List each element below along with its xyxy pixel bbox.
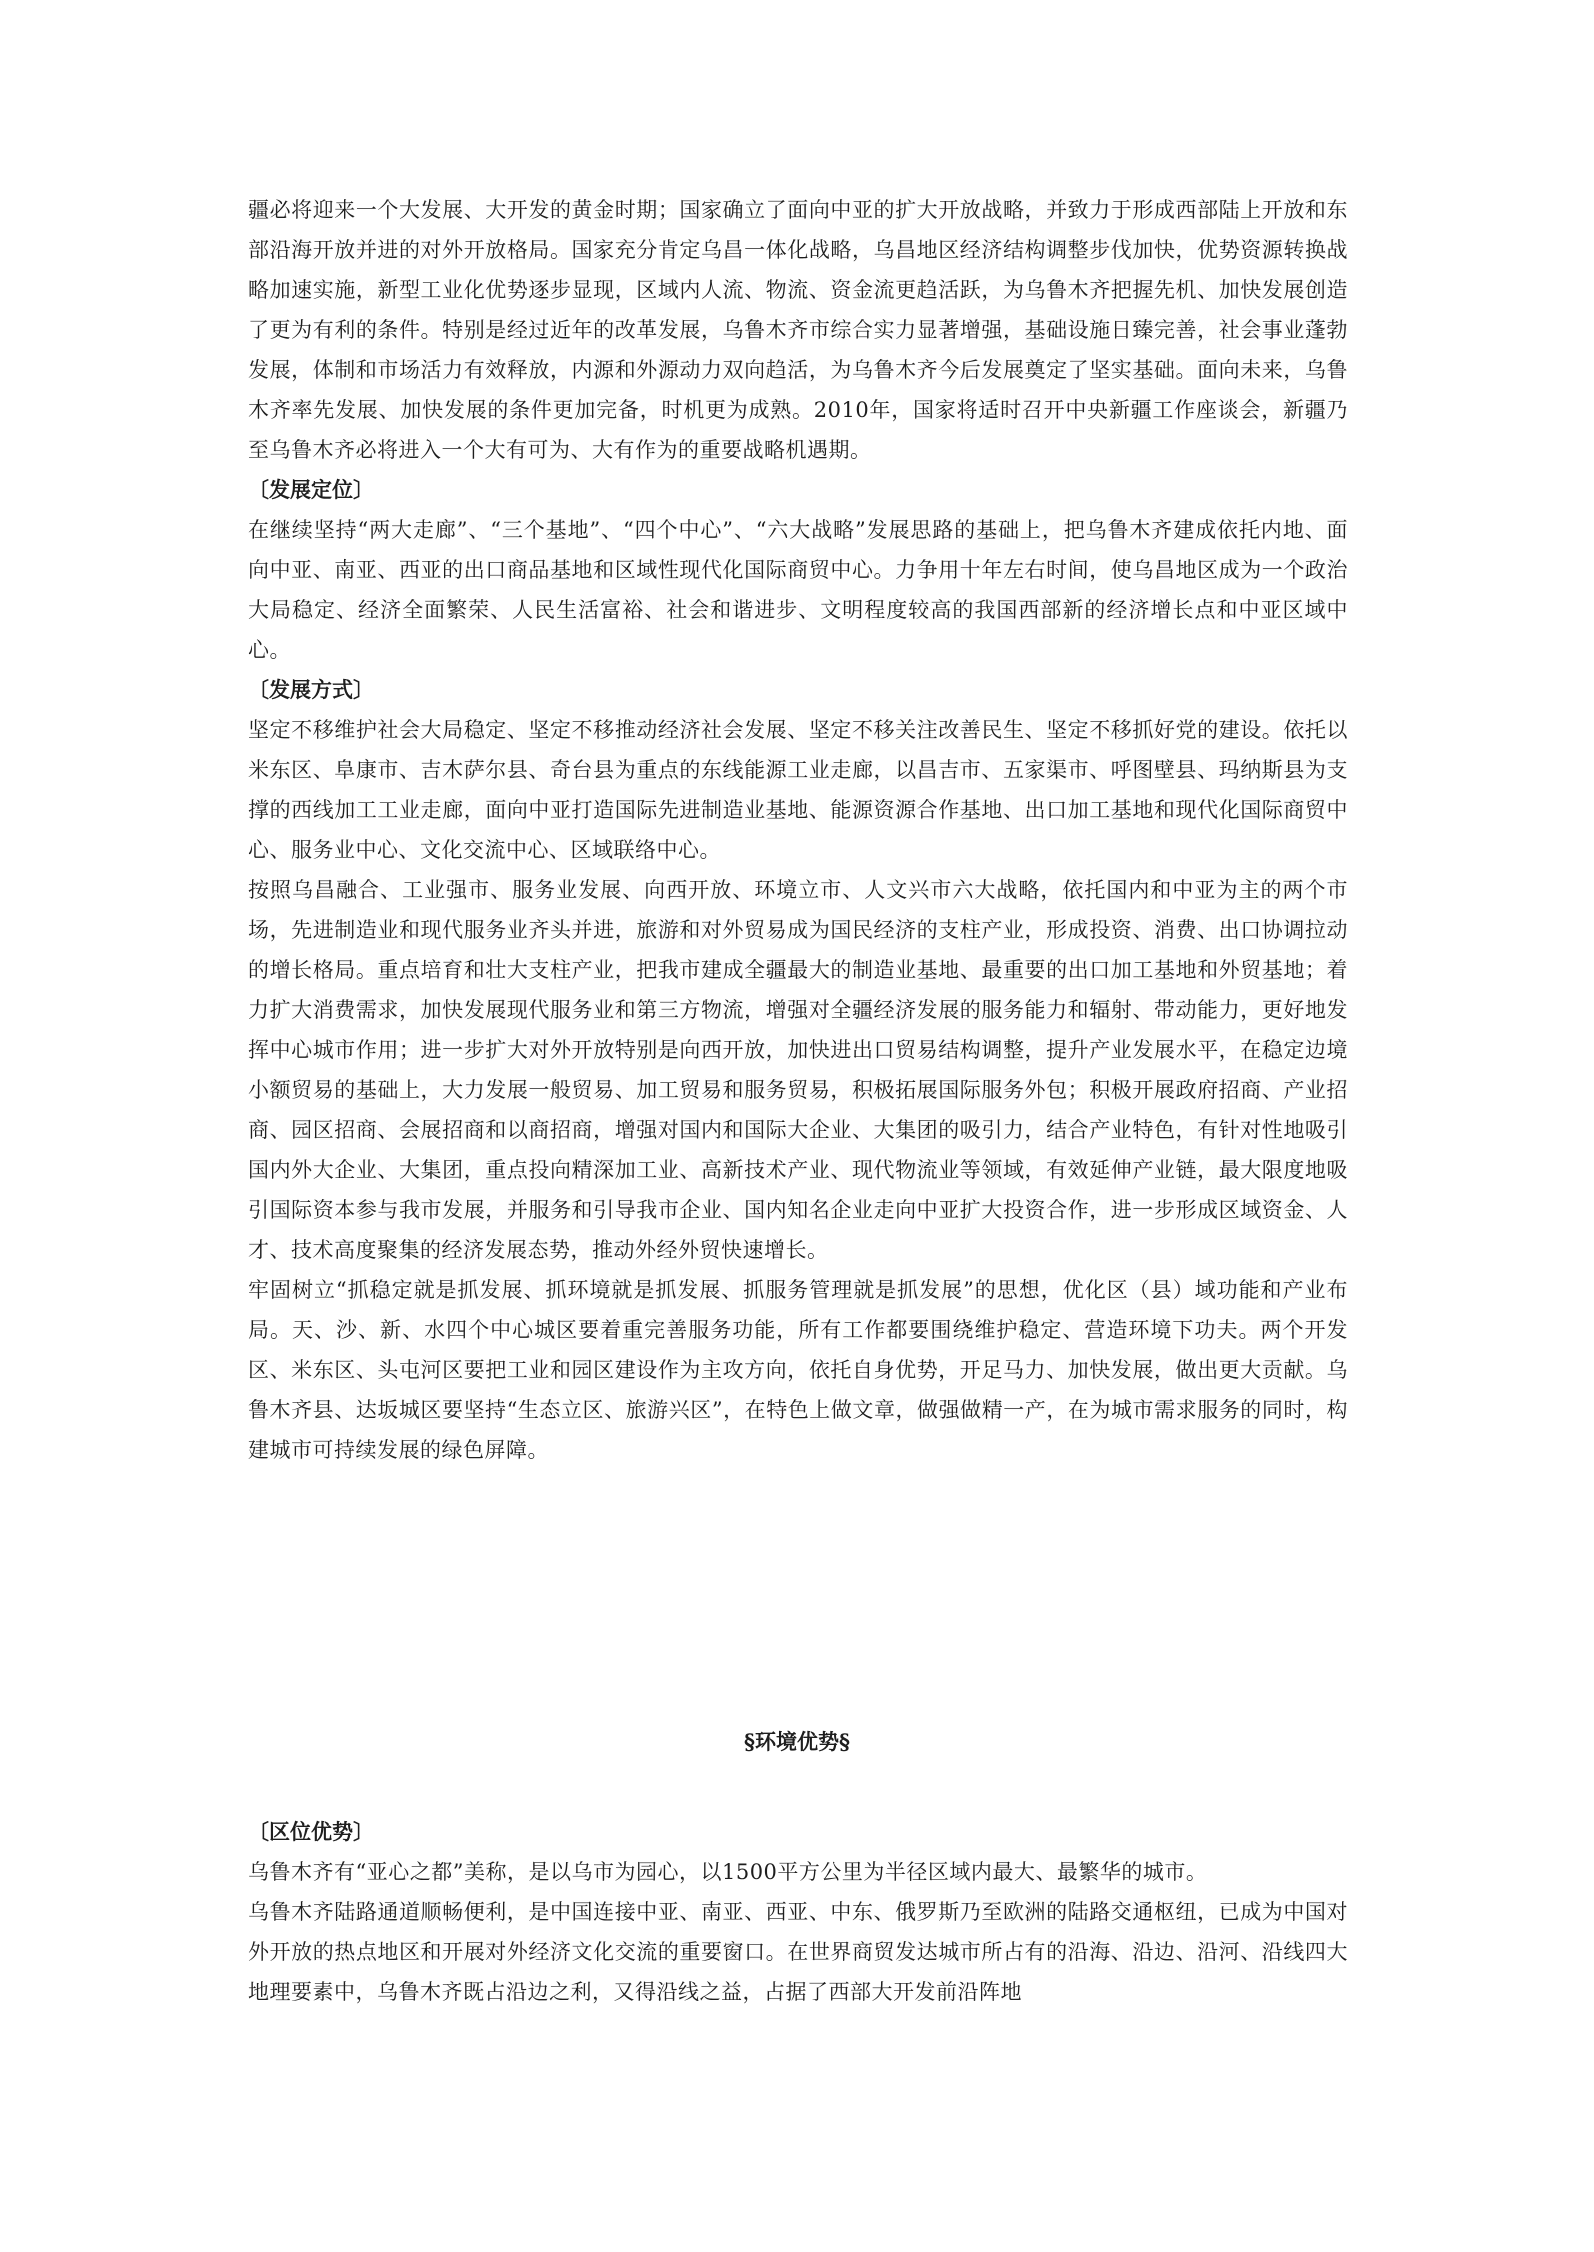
development-section (248, 190, 1348, 1470)
opportunity-paragraph: 疆必将迎来一个大发展、大开发的黄金时期；国家确立了面向中亚的扩大开放战略，并致力于形成西部陆上开放和东部沿海开放并进的对外开放格局。国家充分肯定乌昌一体化战略，乌昌地区经济结构调整步伐加快，优势资源转换战略加速实施，新型工业化优势逐步显现，区域内人流、物流、资金流更趋活跃，为乌鲁木齐把握先机、加快发展创造了更为有利的条件。特别是经过近年的改革发展，乌鲁木齐市综合实力显著增强，基础设施日臻完善，社会事业蓬勃发展，体制和市场活力有效释放，内源和外源动力双向趋活，为乌鲁木齐今后发展奠定了坚实基础。面向未来，乌鲁木齐率先发展、加快发展的条件更加完备，时机更为成熟。2010年，国家将适时召开中央新疆工作座谈会，新疆乃至乌鲁木齐必将进入一个大有可为、大有作为的重要战略机遇期。 (248, 198, 1348, 462)
mode-paragraph-3: 牢固树立“抓稳定就是抓发展、抓环境就是抓发展、抓服务管理就是抓发展”的思想，优化区（县）域功能和产业布局。天、沙、新、水四个中心城区要着重完善服务功能，所有工作都要围绕维护稳定、营造环境下功夫。两个开发区、米东区、头屯河区要把工业和园区建设作为主攻方向，依托自身优势，开足马力、加快发展，做出更大贡献。乌鲁木齐县、达坂城区要坚持“生态立区、旅游兴区”，在特色上做文章，做强做精一产，在为城市需求服务的同时，构建城市可持续发展的绿色屏障。 (248, 1278, 1348, 1462)
heading-development-mode: 〔发展方式〕 (248, 677, 374, 702)
heading-location-advantage: 〔区位优势〕 (248, 1819, 374, 1844)
location-paragraph-2: 乌鲁木齐陆路通道顺畅便利，是中国连接中亚、南亚、西亚、中东、俄罗斯乃至欧洲的陆路交通枢纽，已成为中国对外开放的热点地区和开展对外经济文化交流的重要窗口。在世界商贸发达城市所占有的沿海、沿边、沿河、沿线四大地理要素中，乌鲁木齐既占沿边之利，又得沿线之益，占据了西部大开发前沿阵地 (248, 1900, 1348, 2004)
positioning-paragraph: 在继续坚持“两大走廊”、“三个基地”、“四个中心”、“六大战略”发展思路的基础上，把乌鲁木齐建成依托内地、面向中亚、南亚、西亚的出口商品基地和区域性现代化国际商贸中心。力争用十年左右时间，使乌昌地区成为一个政治大局稳定、经济全面繁荣、人民生活富裕、社会和谐进步、文明程度较高的我国西部新的经济增长点和中亚区域中心。 (248, 518, 1348, 662)
heading-development-positioning: 〔发展定位〕 (248, 477, 374, 502)
mode-paragraph-1: 坚定不移维护社会大局稳定、坚定不移推动经济社会发展、坚定不移关注改善民生、坚定不移抓好党的建设。依托以米东区、阜康市、吉木萨尔县、奇台县为重点的东线能源工业走廊，以昌吉市、五家渠市、呼图壁县、玛纳斯县为支撑的西线加工工业走廊，面向中亚打造国际先进制造业基地、能源资源合作基地、出口加工基地和现代化国际商贸中心、服务业中心、文化交流中心、区域联络中心。 (248, 718, 1348, 862)
mode-paragraph-2: 按照乌昌融合、工业强市、服务业发展、向西开放、环境立市、人文兴市六大战略，依托国内和中亚为主的两个市场，先进制造业和现代服务业齐头并进，旅游和对外贸易成为国民经济的支柱产业，形成投资、消费、出口协调拉动的增长格局。重点培育和壮大支柱产业，把我市建成全疆最大的制造业基地、最重要的出口加工基地和外贸基地；着力扩大消费需求，加快发展现代服务业和第三方物流，增强对全疆经济发展的服务能力和辐射、带动能力，更好地发挥中心城市作用；进一步扩大对外开放特别是向西开放，加快进出口贸易结构调整，提升产业发展水平，在稳定边境小额贸易的基础上，大力发展一般贸易、加工贸易和服务贸易，积极拓展国际服务外包；积极开展政府招商、产业招商、园区招商、会展招商和以商招商，增强对国内和国际大企业、大集团的吸引力，结合产业特色，有针对性地吸引国内外大企业、大集团，重点投向精深加工业、高新技术产业、现代物流业等领域，有效延伸产业链，最大限度地吸引国际资本参与我市发展，并服务和引导我市企业、国内知名企业走向中亚扩大投资合作，进一步形成区域资金、人才、技术高度聚集的经济发展态势，推动外经外贸快速增长。 (248, 878, 1348, 1262)
location-section (248, 1812, 1348, 2012)
section-title-environment-advantage: §环境优势§ (744, 1729, 850, 1754)
location-paragraph-1: 乌鲁木齐有“亚心之都”美称，是以乌市为园心，以1500平方公里为半径区域内最大、最繁华的城市。 (248, 1860, 1208, 1884)
